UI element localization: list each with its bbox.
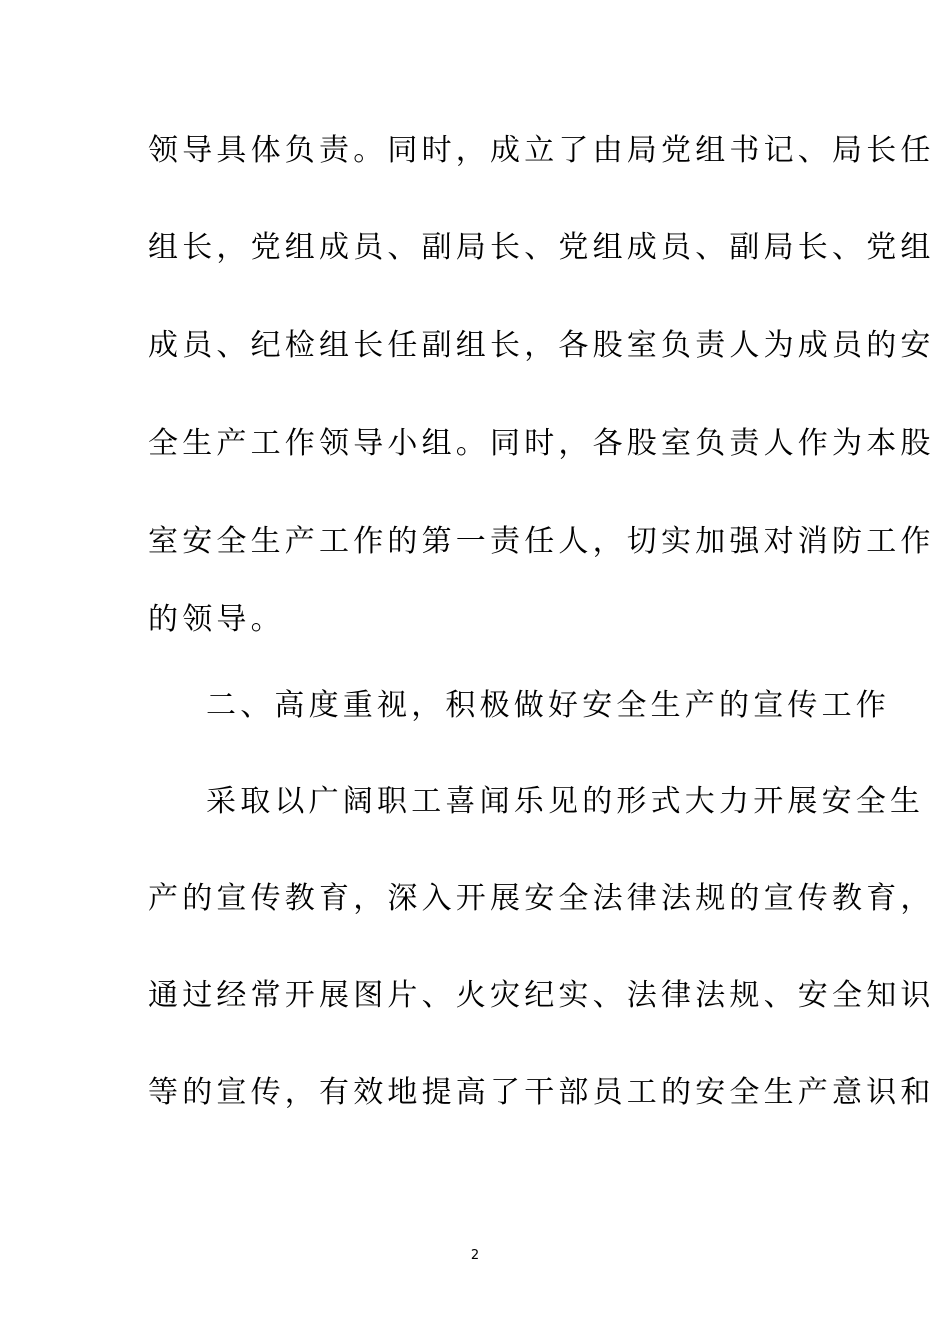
page-number: 2 <box>470 1248 480 1263</box>
body-text-line: 通过经常开展图片、火灾纪实、法律法规、安全知识 <box>148 978 935 1013</box>
body-text-line: 成员、纪检组长任副组长，各股室负责人为成员的安 <box>148 328 935 363</box>
body-text-line: 领导具体负责。同时，成立了由局党组书记、局长任 <box>148 133 935 168</box>
body-text-line: 采取以广阔职工喜闻乐见的形式大力开展安全生 <box>206 784 925 819</box>
body-text-line: 等的宣传，有效地提高了干部员工的安全生产意识和 <box>148 1075 935 1110</box>
body-text-line: 组长，党组成员、副局长、党组成员、副局长、党组 <box>148 230 935 265</box>
body-text-line: 产的宣传教育，深入开展安全法律法规的宣传教育， <box>148 881 935 916</box>
body-text-line: 的领导。 <box>148 602 285 637</box>
body-text-line: 室安全生产工作的第一责任人，切实加强对消防工作 <box>148 524 935 559</box>
section-heading: 二、高度重视，积极做好安全生产的宣传工作 <box>206 688 890 723</box>
body-text-line: 全生产工作领导小组。同时，各股室负责人作为本股 <box>148 426 935 461</box>
